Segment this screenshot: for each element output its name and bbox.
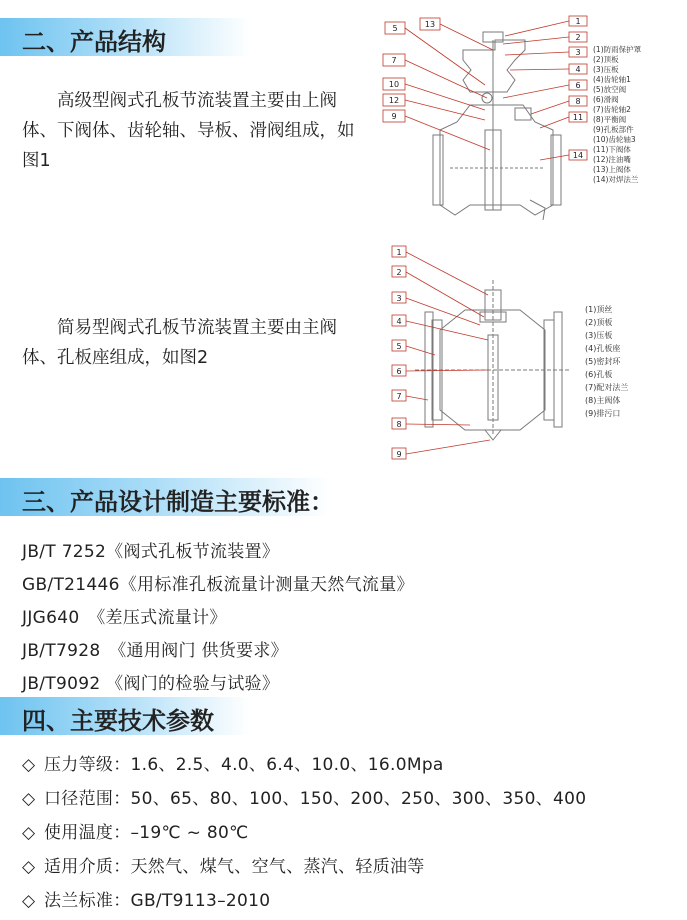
section-header-band	[0, 18, 250, 56]
advanced-description: 高级型阀式孔板节流装置主要由上阀体、下阀体、齿轮轴、导板、滑阀组成，如图1	[22, 91, 355, 171]
callout-label: 2	[396, 268, 402, 277]
diamond-bullet-icon: ◇	[22, 891, 36, 911]
diamond-bullet-icon: ◇	[22, 789, 36, 809]
section-title: 四、主要技术参数	[22, 707, 214, 735]
param-label: 口径范围：	[44, 789, 131, 809]
callout-label: 14	[572, 151, 584, 160]
legend-item: (7)齿轮轴2	[593, 105, 631, 114]
legend-item: (6)滑阀	[593, 95, 619, 104]
legend-item: (4)齿轮轴1	[593, 75, 631, 84]
callout-label: 3	[575, 48, 581, 57]
legend-item: (3)压板	[593, 65, 619, 74]
param-value: –19℃ ~ 80℃	[130, 823, 249, 843]
simple-description: 简易型阀式孔板节流装置主要由主阀体、孔板座组成，如图2	[22, 318, 337, 368]
callout-label: 3	[396, 294, 402, 303]
legend-item: (1)防雨保护罩	[593, 45, 642, 54]
section-header-band	[0, 697, 250, 735]
callout-label: 7	[391, 56, 397, 65]
param-label: 压力等级：	[44, 755, 131, 775]
legend-item: (13)上阀体	[593, 165, 631, 174]
param-value: 50、65、80、100、150、200、250、300、350、400	[130, 789, 587, 809]
callout-label: 5	[396, 342, 402, 351]
legend-item: (6)孔板	[585, 370, 613, 379]
legend-item: (5)密封环	[585, 357, 621, 366]
legend-item: (7)配对法兰	[585, 383, 629, 392]
legend-item: (2)顶板	[585, 318, 613, 327]
legend-item: (14)对焊法兰	[593, 175, 639, 184]
callout-label: 5	[392, 24, 398, 33]
legend-item: (8)主阀体	[585, 396, 621, 405]
callout-label: 8	[575, 97, 581, 106]
legend-item: (9)排污口	[585, 409, 621, 418]
legend-item: (11)下阀体	[593, 145, 631, 154]
figure-2-simple-valve	[380, 240, 680, 465]
callout-label: 12	[388, 96, 400, 105]
param-value: GB/T9113–2010	[130, 891, 271, 911]
callout-label: 1	[396, 248, 402, 257]
legend-item: (1)顶丝	[585, 305, 613, 314]
legend-item: (3)压板	[585, 331, 613, 340]
callout-label: 9	[391, 112, 397, 121]
figure-1-advanced-valve	[375, 10, 675, 220]
standard-item: JB/T9092 《阀门的检验与试验》	[22, 674, 280, 694]
standard-item: GB/T21446《用标准孔板流量计测量天然气流量》	[22, 575, 414, 595]
callout-label: 6	[396, 367, 402, 376]
callout-label: 4	[396, 317, 402, 326]
callout-label: 11	[572, 113, 584, 122]
param-label: 法兰标准：	[44, 891, 131, 911]
param-item	[22, 818, 249, 843]
callout-label: 1	[575, 17, 581, 26]
standard-item: JB/T7928 《通用阀门 供货要求》	[22, 641, 288, 661]
section-title: 三、产品设计制造主要标准：	[22, 488, 334, 516]
section-title: 二、产品结构	[22, 28, 166, 56]
legend-item: (2)顶板	[593, 55, 619, 64]
param-label: 使用温度：	[44, 823, 131, 843]
legend-item: (8)平衡阀	[593, 115, 627, 124]
callout-label: 2	[575, 33, 581, 42]
param-item	[22, 784, 586, 809]
param-item	[22, 886, 270, 911]
section-header-band	[0, 478, 334, 516]
standard-item: JJG640 《差压式流量计》	[22, 608, 227, 628]
legend-item: (12)注油嘴	[593, 155, 631, 164]
callout-label: 13	[424, 20, 436, 29]
param-value: 天然气、煤气、空气、蒸汽、轻质油等	[130, 857, 425, 877]
param-label: 适用介质：	[44, 857, 131, 877]
callout-label: 6	[575, 81, 581, 90]
diamond-bullet-icon: ◇	[22, 823, 36, 843]
diamond-bullet-icon: ◇	[22, 857, 36, 877]
callout-label: 10	[388, 80, 400, 89]
callout-label: 7	[396, 392, 402, 401]
param-value: 1.6、2.5、4.0、6.4、10.0、16.0Mpa	[130, 755, 444, 775]
param-item	[22, 852, 425, 877]
standard-item: JB/T 7252《阀式孔板节流装置》	[22, 542, 280, 562]
legend-item: (10)齿轮轴3	[593, 135, 636, 144]
param-item	[22, 750, 444, 775]
callout-label: 4	[575, 65, 581, 74]
diamond-bullet-icon: ◇	[22, 755, 36, 775]
legend-item: (4)孔板座	[585, 344, 621, 353]
legend-item: (9)孔板部件	[593, 125, 634, 134]
callout-label: 9	[396, 450, 402, 459]
callout-label: 8	[396, 420, 402, 429]
legend-item: (5)放空阀	[593, 85, 627, 94]
